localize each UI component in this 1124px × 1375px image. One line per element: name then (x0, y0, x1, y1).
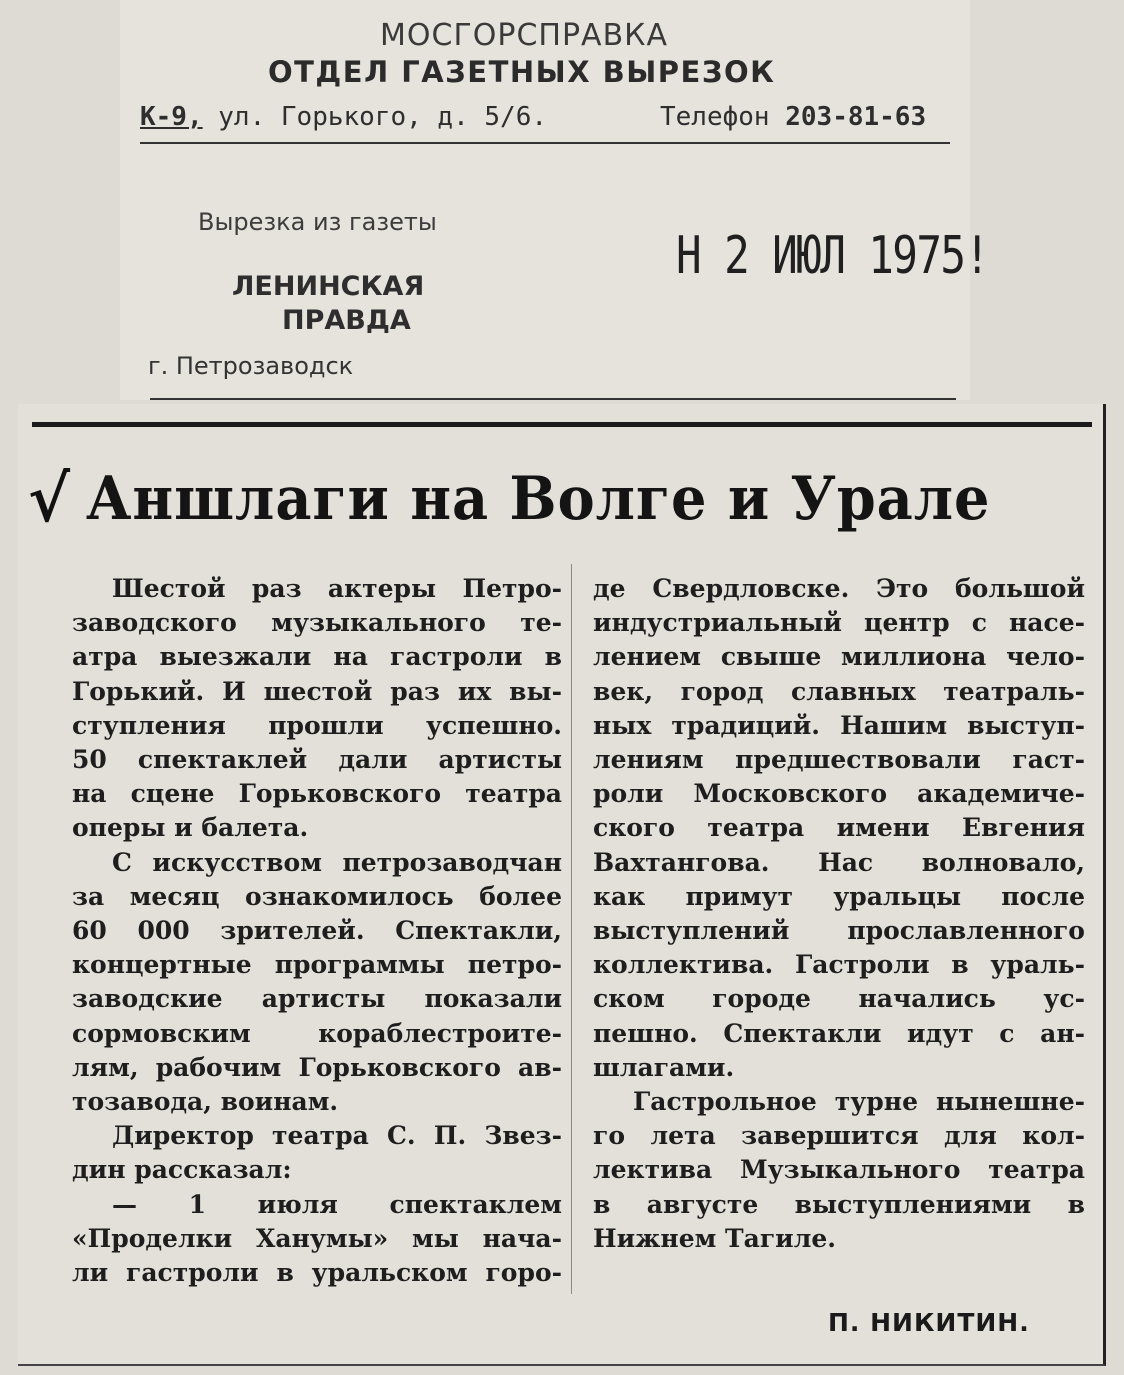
article-headline: Аншлаги на Волге и Урале (86, 464, 991, 534)
article-line: концертные программы петро- (72, 950, 562, 980)
street-address: ул. Горького, д. 5/6. (218, 102, 548, 132)
article-line: пешно. Спектакли идут с ан- (593, 1018, 1085, 1048)
phone-line (660, 102, 926, 132)
article-line: ском городе начались ус- (593, 984, 1085, 1014)
article-line: роли Московского академиче- (593, 779, 1085, 809)
clip-from-label: Вырезка из газеты (198, 208, 437, 236)
article-author: П. НИКИТИН. (828, 1308, 1030, 1337)
newspaper-name-line2: ПРАВДА (282, 305, 411, 336)
newspaper-city: г. Петрозаводск (148, 352, 354, 380)
article-line: ных традиций. Нашим выступ- (593, 710, 1085, 740)
article-line: го лета завершится для кол- (593, 1121, 1085, 1151)
header-rule (140, 142, 950, 144)
newspaper-name (232, 270, 424, 338)
article-column-right (593, 572, 1085, 1256)
newspaper-name-line1: ЛЕНИНСКАЯ (232, 271, 425, 302)
article-line: коллектива. Гастроли в ураль- (593, 950, 1085, 980)
article-line: выступлений прославленного (593, 916, 1085, 946)
article-line: сормовским кораблестроите- (72, 1018, 562, 1048)
article-line: оперы и балета. (72, 813, 309, 843)
article-line: Нижнем Тагиле. (593, 1223, 836, 1253)
article-line: индустриальный центр с насе- (593, 608, 1085, 638)
article-line: тозавода, воинам. (72, 1087, 339, 1117)
newspaper-clipping (18, 404, 1106, 1366)
column-divider (571, 564, 572, 1294)
article-line: как примут уральцы после (593, 881, 1085, 911)
article-line: за месяц ознакомилось более (72, 881, 562, 911)
article-line: лениям предшествовали гаст- (593, 745, 1085, 775)
article-line: 60 000 зрителей. Спектакли, (72, 916, 562, 946)
article-line: лям, рабочим Горьковского ав- (72, 1052, 562, 1082)
article-line: лектива Музыкального театра (593, 1155, 1085, 1185)
article-line: Гастрольное турне нынешне- (633, 1087, 1085, 1117)
article-line: Вахтангова. Нас волновало, (593, 847, 1085, 877)
address-line (140, 102, 547, 132)
city-rule (150, 398, 956, 400)
article-line: «Проделки Ханумы» мы нача- (72, 1223, 562, 1253)
article-line: на сцене Горьковского театра (72, 779, 562, 809)
article-line: заводского музыкального те- (72, 608, 562, 638)
article-line: Горький. И шестой раз их вы- (72, 676, 562, 706)
article-line: 50 спектаклей дали артисты (72, 745, 562, 775)
article-line: шлагами. (593, 1052, 735, 1082)
article-line: Шестой раз актеры Петро- (112, 574, 562, 603)
article-line: атра выезжали на гастроли в (72, 642, 562, 672)
article-line: заводские артисты показали (72, 984, 562, 1014)
article-line: ли гастроли в уральском горо- (72, 1258, 562, 1288)
article-column-left (72, 572, 562, 1290)
article-line: Директор театра С. П. Звез- (112, 1121, 562, 1151)
article-line: лением свыше миллиона чело- (593, 642, 1085, 672)
check-mark-icon: √ (28, 462, 71, 537)
article-line: дин рассказал: (72, 1155, 292, 1185)
article-line: де Свердловске. Это большой (593, 574, 1085, 603)
postal-code: К-9, (140, 102, 203, 132)
article-line: ского театра имени Евгения (593, 813, 1085, 843)
article-line: век, город славных театраль- (593, 676, 1085, 706)
article-line: в августе выступлениями в (593, 1189, 1085, 1219)
phone-label: Телефон (660, 102, 770, 132)
phone-number: 203-81-63 (785, 102, 927, 132)
article-line: С искусством петрозаводчан (112, 847, 562, 877)
article-line: ступления прошли успешно. (72, 710, 562, 740)
agency-name: МОСГОРСПРАВКА (380, 18, 668, 53)
headline-rule (32, 422, 1092, 427)
department-name: ОТДЕЛ ГАЗЕТНЫХ ВЫРЕЗОК (268, 55, 776, 89)
date-stamp: Н 2 ИЮЛ 1975! (676, 226, 989, 286)
article-line: — 1 июля спектаклем (112, 1189, 562, 1219)
